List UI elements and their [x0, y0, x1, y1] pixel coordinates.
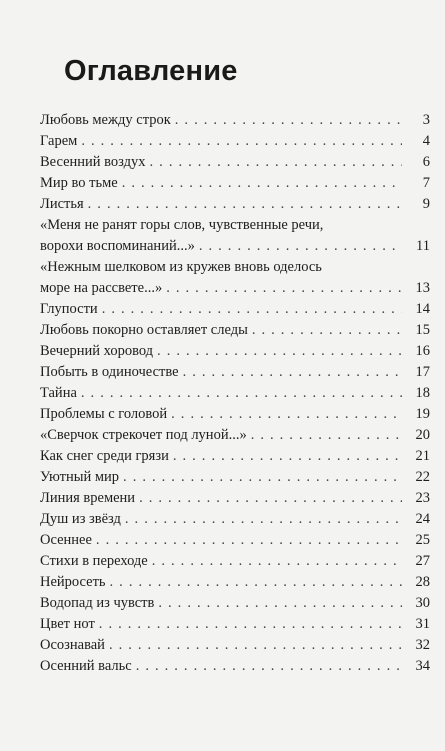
toc-entry-title: Цвет нот: [40, 616, 95, 632]
toc-entry: [40, 320, 430, 341]
dot-leader: [152, 551, 402, 572]
dot-leader: [175, 110, 402, 131]
toc-entry-title: Вечерний хоровод: [40, 343, 154, 359]
toc-entry-line: [40, 614, 430, 635]
toc-entry-line: [40, 173, 430, 194]
toc-page-number: 6: [422, 154, 430, 170]
toc-page-number: 31: [415, 616, 430, 632]
dot-leader: [110, 572, 402, 593]
toc-page-number: 23: [415, 490, 430, 506]
toc-entry-title: Любовь покорно оставляет следы: [40, 322, 248, 338]
toc-entry-line: [40, 152, 430, 173]
toc-entry-line: [40, 236, 430, 257]
toc-entry-title: Осенний вальс: [40, 658, 132, 674]
toc-entry: [40, 488, 430, 509]
toc-entry-title: «Нежным шелковом из кружев вновь оделось: [40, 259, 322, 275]
toc-entry-line: [40, 467, 430, 488]
toc-page-number: 34: [415, 658, 430, 674]
toc-entry-line: [40, 509, 430, 530]
toc-entry-title: Осеннее: [40, 532, 92, 548]
dot-leader: [199, 236, 402, 257]
toc-entry: [40, 467, 430, 488]
toc-page-number: 9: [422, 196, 430, 212]
dot-leader: [96, 530, 402, 551]
toc-page-number: 28: [415, 574, 430, 590]
toc-entry: [40, 509, 430, 530]
toc-page-number: 3: [422, 112, 430, 128]
toc-entry: [40, 341, 430, 362]
dot-leader: [157, 341, 402, 362]
toc-entry-line: [40, 404, 430, 425]
dot-leader: [251, 425, 402, 446]
toc-entry-line: [40, 593, 430, 614]
toc-page-number: 27: [415, 553, 430, 569]
toc-entry-title: море на рассвете...»: [40, 280, 163, 296]
toc-page-number: 19: [415, 406, 430, 422]
toc-entry-title: Как снег среди грязи: [40, 448, 169, 464]
dot-leader: [109, 635, 402, 656]
toc-entry-title: Проблемы с головой: [40, 406, 168, 422]
toc-entry-line: [40, 635, 430, 656]
dot-leader: [183, 362, 402, 383]
toc-entry-title: «Меня не ранят горы слов, чувственные речи,: [40, 217, 324, 233]
toc-entry: [40, 404, 430, 425]
toc-entry-title: Побыть в одиночестве: [40, 364, 179, 380]
dot-leader: [171, 404, 402, 425]
dot-leader: [166, 278, 402, 299]
toc-page-number: 13: [415, 280, 430, 296]
toc-page-number: 18: [415, 385, 430, 401]
toc-entry-title: «Сверчок стрекочет под луной...»: [40, 427, 247, 443]
toc-page-number: 15: [415, 322, 430, 338]
toc-entry: [40, 383, 430, 404]
toc-entry-line: [40, 362, 430, 383]
toc-entry-title: Линия времени: [40, 490, 136, 506]
dot-leader: [158, 593, 402, 614]
toc-page-number: 11: [416, 238, 430, 254]
toc-entry-title: Осознавай: [40, 637, 105, 653]
toc-entry: [40, 446, 430, 467]
toc-entry-title: Нейросеть: [40, 574, 106, 590]
dot-leader: [150, 152, 402, 173]
toc-entry: [40, 530, 430, 551]
toc-entry-title: ворохи воспоминаний...»: [40, 238, 195, 254]
toc-page-number: 30: [415, 595, 430, 611]
toc-entry-line: [40, 425, 430, 446]
toc-entry-line: [40, 488, 430, 509]
toc-page-number: 17: [415, 364, 430, 380]
toc-entry-title: Гарем: [40, 133, 78, 149]
toc-entry: [40, 215, 430, 257]
toc-entry: [40, 173, 430, 194]
toc-entry: [40, 131, 430, 152]
dot-leader: [123, 467, 402, 488]
toc-entry-title: Листья: [40, 196, 84, 212]
toc-entry: [40, 152, 430, 173]
toc-entry-line: [40, 656, 430, 677]
toc-entry-title: Водопад из чувств: [40, 595, 155, 611]
toc-entry-line: [40, 383, 430, 404]
toc-entry-line: [40, 530, 430, 551]
toc-entry-title: Глупости: [40, 301, 98, 317]
dot-leader: [102, 299, 402, 320]
toc-page-number: 32: [415, 637, 430, 653]
toc-entry-title: Мир во тьме: [40, 175, 118, 191]
toc-entry-line: [40, 257, 430, 278]
toc-entry-line: [40, 572, 430, 593]
toc-entry: [40, 257, 430, 299]
dot-leader: [252, 320, 402, 341]
toc-entry: [40, 551, 430, 572]
toc-entry-line: [40, 551, 430, 572]
toc-entry-line: [40, 320, 430, 341]
toc-entry-line: [40, 341, 430, 362]
toc-entry: [40, 362, 430, 383]
toc-entry: [40, 656, 430, 677]
toc-entry-line: [40, 131, 430, 152]
dot-leader: [81, 131, 402, 152]
toc-entry: [40, 194, 430, 215]
page-title: Оглавление: [64, 55, 238, 87]
dot-leader: [125, 509, 402, 530]
dot-leader: [81, 383, 402, 404]
toc-entry-title: Душ из звёзд: [40, 511, 121, 527]
dot-leader: [88, 194, 402, 215]
toc-entry-title: Весенний воздух: [40, 154, 146, 170]
toc-entry: [40, 635, 430, 656]
toc-page-number: 21: [415, 448, 430, 464]
toc-entry: [40, 572, 430, 593]
toc-entry-line: [40, 446, 430, 467]
toc-page-number: 7: [422, 175, 430, 191]
toc-page-number: 20: [415, 427, 430, 443]
toc-page-number: 25: [415, 532, 430, 548]
toc-entry: [40, 110, 430, 131]
toc-entry-title: Любовь между строк: [40, 112, 171, 128]
toc-entry-title: Тайна: [40, 385, 77, 401]
dot-leader: [136, 656, 402, 677]
toc-page-number: 4: [422, 133, 430, 149]
toc-entry-line: [40, 299, 430, 320]
toc-page-number: 24: [415, 511, 430, 527]
toc-entry-line: [40, 194, 430, 215]
toc-entry-title: Уютный мир: [40, 469, 120, 485]
dot-leader: [173, 446, 402, 467]
toc-entry-line: [40, 215, 430, 236]
dot-leader: [122, 173, 402, 194]
dot-leader: [139, 488, 402, 509]
toc-entry: [40, 425, 430, 446]
toc-page-number: 16: [415, 343, 430, 359]
toc-entry-line: [40, 110, 430, 131]
table-of-contents: [40, 110, 430, 677]
toc-page-number: 14: [415, 301, 430, 317]
toc-page-number: 22: [415, 469, 430, 485]
toc-entry: [40, 614, 430, 635]
toc-entry: [40, 593, 430, 614]
toc-entry-title: Стихи в переходе: [40, 553, 148, 569]
toc-entry-line: [40, 278, 430, 299]
toc-entry: [40, 299, 430, 320]
dot-leader: [99, 614, 402, 635]
